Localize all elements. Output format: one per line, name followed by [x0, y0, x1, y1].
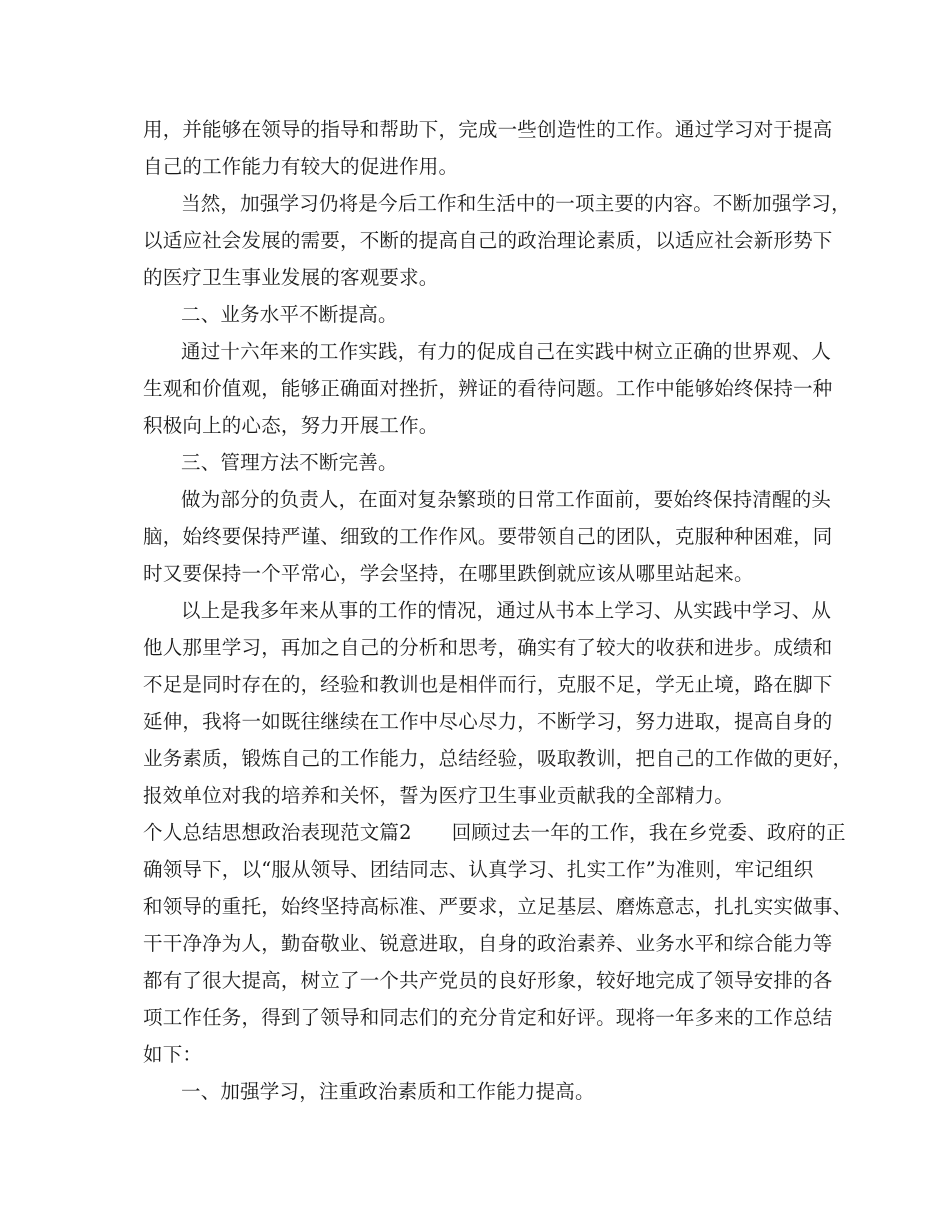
text-line: 确领导下，以“服从领导、团结同志、认真学习、扎实工作”为准则，牢记组织 — [143, 858, 814, 881]
section-title: 个人总结思想政治表现范文篇2 — [143, 821, 412, 844]
section-title-line — [143, 820, 846, 846]
section-heading: 二、业务水平不断提高。 — [181, 303, 398, 326]
text-line: 生观和价值观，能够正确面对挫折，辨证的看待问题。工作中能够始终保持一种 — [143, 377, 833, 400]
text-line: 干干净净为人，勤奋敬业、锐意进取，自身的政治素养、业务水平和综合能力等 — [143, 932, 833, 955]
section-intro: 回顾过去一年的工作，我在乡党委、政府的正 — [451, 821, 846, 844]
text-line: 以上是我多年来从事的工作的情况，通过从书本上学习、从实践中学习、从 — [181, 599, 832, 622]
text-line: 做为部分的负责人，在面对复杂繁琐的日常工作面前，要始终保持清醒的头 — [181, 488, 832, 511]
text-line: 和领导的重托，始终坚持高标准、严要求，立足基层、磨炼意志，扎扎实实做事、 — [143, 895, 853, 918]
text-line: 以适应社会发展的需要，不断的提高自己的政治理论素质，以适应社会新形势下 — [143, 229, 833, 252]
text-line: 通过十六年来的工作实践，有力的促成自己在实践中树立正确的世界观、人 — [181, 340, 832, 363]
text-line: 当然，加强学习仍将是今后工作和生活中的一项主要的内容。不断加强学习， — [181, 192, 851, 215]
text-line: 业务素质，锻炼自己的工作能力，总结经验，吸取教训，把自己的工作做的更好， — [143, 747, 853, 770]
section-heading: 三、管理方法不断完善。 — [181, 451, 398, 474]
text-line: 他人那里学习，再加之自己的分析和思考，确实有了较大的收获和进步。成绩和 — [143, 636, 833, 659]
text-line: 自己的工作能力有较大的促进作用。 — [143, 155, 459, 178]
text-line: 报效单位对我的培养和关怀，誓为医疗卫生事业贡献我的全部精力。 — [143, 784, 735, 807]
text-line: 项工作任务，得到了领导和同志们的充分肯定和好评。现将一年多来的工作总结 — [143, 1006, 833, 1029]
section-heading: 一、加强学习，注重政治素质和工作能力提高。 — [181, 1080, 595, 1103]
text-line: 都有了很大提高，树立了一个共产党员的良好形象，较好地完成了领导安排的各 — [143, 969, 833, 992]
text-line: 延伸，我将一如既往继续在工作中尽心尽力，不断学习，努力进取，提高自身的 — [143, 710, 833, 733]
text-line: 不足是同时存在的，经验和教训也是相伴而行，克服不足，学无止境，路在脚下 — [143, 673, 833, 696]
text-line: 积极向上的心态，努力开展工作。 — [143, 414, 439, 437]
text-line: 时又要保持一个平常心，学会坚持，在哪里跌倒就应该从哪里站起来。 — [143, 562, 754, 585]
text-line: 用，并能够在领导的指导和帮助下，完成一些创造性的工作。通过学习对于提高 — [143, 118, 833, 141]
text-line: 脑，始终要保持严谨、细致的工作作风。要带领自己的团队，克服种种困难，同 — [143, 525, 833, 548]
text-line: 的医疗卫生事业发展的客观要求。 — [143, 266, 439, 289]
text-line: 如下： — [143, 1043, 203, 1066]
